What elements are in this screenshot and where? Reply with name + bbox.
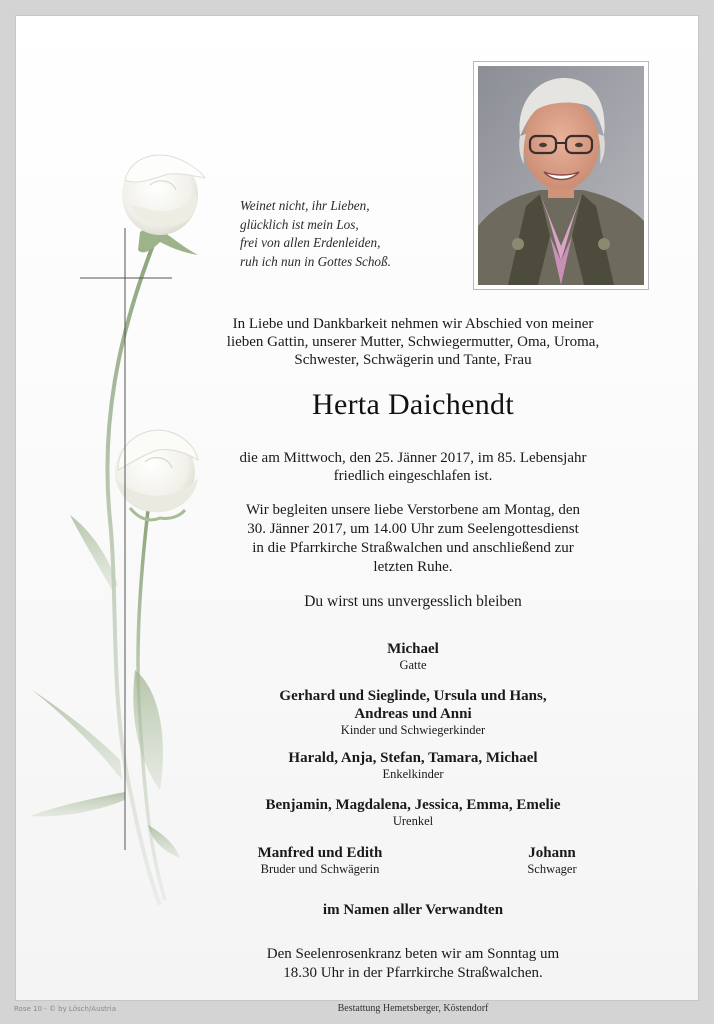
mourner-group-great-grandchildren [200, 796, 626, 829]
rosary-line: 18.30 Uhr in der Pfarrkirche Straßwalchen. [283, 965, 543, 981]
rosary-line: Den Seelenrosenkranz beten wir am Sonntag um [266, 946, 560, 962]
death-line: die am Mittwoch, den 25. Jänner 2017, im 85. Lebensjahr [239, 450, 587, 466]
intro-line: Schwester, Schwägerin und Tante, Frau [294, 352, 532, 368]
intro-line: In Liebe und Dankbarkeit nehmen wir Abschied von meiner [232, 316, 594, 332]
rose-leaf [32, 690, 122, 780]
mourner-names: Michael [387, 641, 439, 657]
mourner-group-grandchildren [200, 749, 626, 782]
quote-line: ruh ich nun in Gottes Schoß. [240, 253, 391, 269]
death-line: friedlich eingeschlafen ist. [333, 468, 493, 484]
quote-line: glücklich ist mein Los, [240, 216, 359, 232]
mourner-names: Johann [528, 845, 576, 861]
mourner-names: Andreas und Anni [354, 706, 472, 722]
mourner-group-brother-in-law [490, 844, 614, 877]
death-notice [200, 449, 626, 485]
rosary-notice [200, 945, 626, 983]
intro-text [200, 315, 626, 369]
rose-leaf [133, 670, 163, 790]
remembrance-line: Du wirst uns unvergesslich bleiben [304, 593, 522, 610]
design-credit: Rose 10 - © by Lösch/Austria [14, 1005, 117, 1013]
mourner-group-children [200, 687, 626, 738]
rose-bloom-top [122, 155, 205, 235]
mourner-relation: Bruder und Schwägerin [260, 862, 380, 876]
mourner-relation: Enkelkinder [382, 767, 444, 781]
funeral-line: 30. Jänner 2017, um 14.00 Uhr zum Seelengottesdienst [247, 521, 579, 537]
memorial-quote [240, 197, 480, 271]
mourner-relation: Kinder und Schwiegerkinder [340, 723, 486, 737]
white-rose-illustration [16, 16, 216, 916]
rose-stem [107, 240, 160, 905]
mourner-group-husband [200, 640, 626, 673]
intro-line: lieben Gattin, unserer Mutter, Schwiegermutter, Oma, Uroma, [226, 334, 600, 350]
rose-bloom-lower [115, 430, 198, 520]
rose-leaf [30, 792, 125, 816]
mourner-group-siblings [220, 844, 420, 877]
funeral-line: letzten Ruhe. [373, 559, 453, 575]
mourner-names: Benjamin, Magdalena, Jessica, Emma, Emelie [265, 797, 561, 813]
closing-line: im Namen aller Verwandten [322, 902, 504, 918]
mourner-names: Harald, Anja, Stefan, Tamara, Michael [288, 750, 538, 766]
funeral-line: Wir begleiten unsere liebe Verstorbene am Montag, den [245, 502, 580, 518]
portrait-photo [473, 61, 649, 290]
mourner-names: Manfred und Edith [257, 845, 383, 861]
undertaker-credit: Bestattung Hemetsberger, Köstendorf [337, 1003, 489, 1014]
mourner-names: Gerhard und Sieglinde, Ursula und Hans, [279, 688, 547, 704]
mourner-relation: Schwager [527, 862, 577, 876]
mourner-relation: Urenkel [392, 814, 434, 828]
funeral-details [200, 501, 626, 577]
funeral-line: in die Pfarrkirche Straßwalchen und anschließend zur [252, 540, 574, 556]
quote-line: Weinet nicht, ihr Lieben, [240, 198, 370, 213]
mourner-relation: Gatte [399, 658, 427, 672]
quote-line: frei von allen Erdenleiden, [240, 235, 381, 250]
deceased-name: Herta Daichendt [312, 388, 514, 421]
